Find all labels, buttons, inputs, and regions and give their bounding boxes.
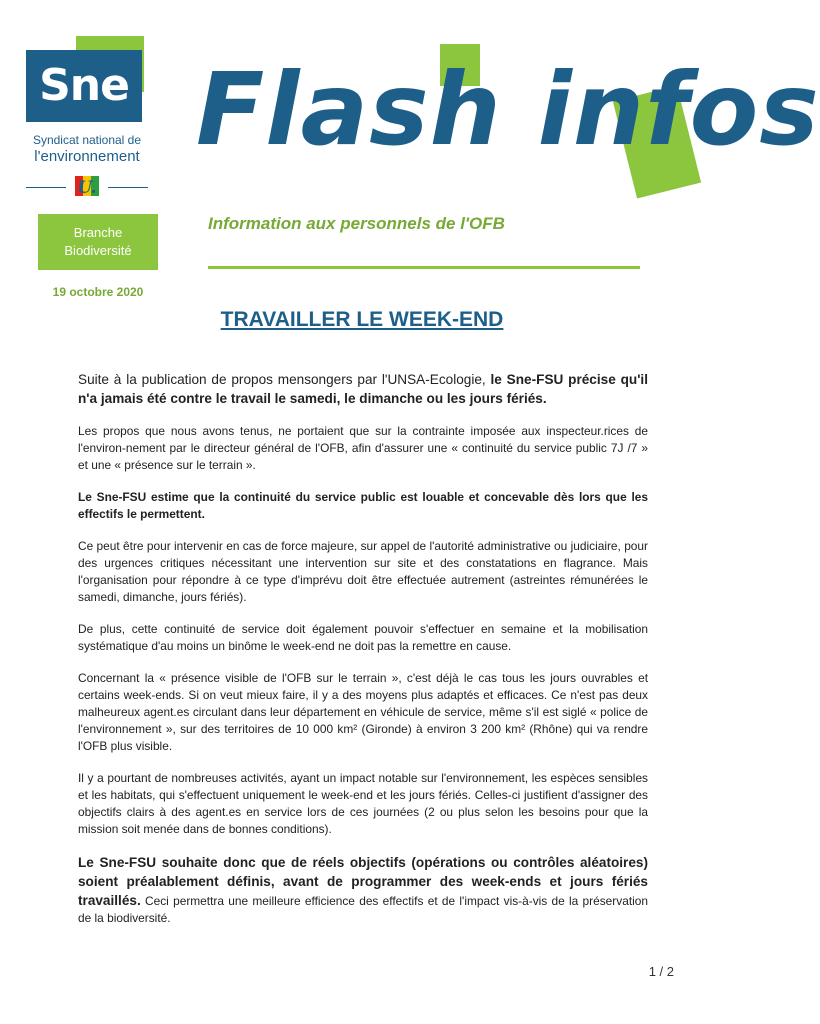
paragraph-1-intro: Suite à la publication de propos mensongers par l'UNSA-Ecologie,: [78, 372, 491, 387]
branch-line2: Biodiversité: [64, 243, 132, 258]
article-body: [78, 370, 648, 942]
paragraph-1: [78, 370, 648, 408]
sne-logo: [26, 36, 148, 196]
branch-line1: Branche: [73, 225, 123, 240]
logo-divider-left: [26, 187, 66, 188]
fsu-logo-icon: [74, 174, 100, 198]
paragraph-5: De plus, cette continuité de service doit également pouvoir s'effectuer en semaine et la mobilisation systématique d'au moins un binôme le week-end ne doit pas la remettre en cause.: [78, 622, 648, 653]
paragraph-4: Ce peut être pour intervenir en cas de force majeure, sur appel de l'autorité administrative ou judiciaire, pour des urgences critiques nécessitant une intervention sur site et des constatations en flagrance. Mais l'organisation pour répondre à ce type d'imprévu doit être effectuée autrement (astreintes rémunérées le samedi, dimanche, jours fériés).: [78, 539, 648, 604]
publication-date: 19 octobre 2020: [52, 285, 144, 299]
paragraph-7: Il y a pourtant de nombreuses activités, ayant un impact notable sur l'environnement, les espèces sensibles et les habitats, qui s'effectuent uniquement le week-end et les jours fériés. Celles-ci justifient d'assigner des objectifs clairs à des agent.es en service lors de ces journées (2 ou plus selon les besoins pour que la mission soit menée dans de bonnes conditions).: [78, 771, 648, 836]
paragraph-3: Le Sne-FSU estime que la continuité du service public est louable et concevable dès lors que les effectifs le permettent.: [78, 490, 648, 521]
paragraph-8-emphasis: Le Sne-FSU souhaite donc que de réels objectifs (opérations ou contrôles aléatoires) soient préalablement définis, avant de programmer des week-ends et jours fériés travaillés.: [78, 855, 648, 908]
logo-subtitle-line2: l'environnement: [34, 148, 140, 165]
paragraph-8-text: Ceci permettra une meilleure efficience des effectifs et de l'impact vis-à-vis de la préservation de la biodiversité.: [78, 894, 648, 925]
paragraph-6: Concernant la « présence visible de l'OFB sur le terrain », c'est déjà le cas tous les jours ouvrables et certains week-ends. Si on veut mieux faire, il y a des moyens plus adaptés et efficaces. Ce n'est pas deux malheureux agent.es circulant dans leur département en véhicule de service, même s'il est siglé « police de l'environnement », sur des territoires de 10 000 km² (Gironde) à environ 3 200 km² (Rhône) qui va rendre l'OFB plus visible.: [78, 671, 648, 753]
logo-subtitle-line1: Syndicat national de: [32, 133, 142, 147]
page-number: 1 / 2: [648, 964, 674, 979]
logo-word: Sne: [39, 60, 129, 111]
svg-text:U.: U.: [77, 178, 97, 198]
paragraph-1-emphasis: le Sne-FSU précise qu'il n'a jamais été contre le travail le samedi, le dimanche ou les jours fériés.: [78, 372, 648, 406]
article-title: TRAVAILLER LE WEEK-END: [220, 308, 504, 331]
logo-divider-right: [108, 187, 148, 188]
paragraph-8: [78, 853, 648, 927]
flash-infos-title: Flash infos: [196, 51, 820, 168]
header-divider: [208, 266, 640, 269]
paragraph-2: Les propos que nous avons tenus, ne portaient que sur la contrainte imposée aux inspecteur.rices de l'environ-nement par le directeur général de l'OFB, afin d'assurer une « continuité du service public 7J /7 » et une « présence sur le terrain ».: [78, 424, 648, 472]
branch-badge: [38, 214, 158, 270]
header-subtitle: Information aux personnels de l'OFB: [208, 214, 505, 233]
